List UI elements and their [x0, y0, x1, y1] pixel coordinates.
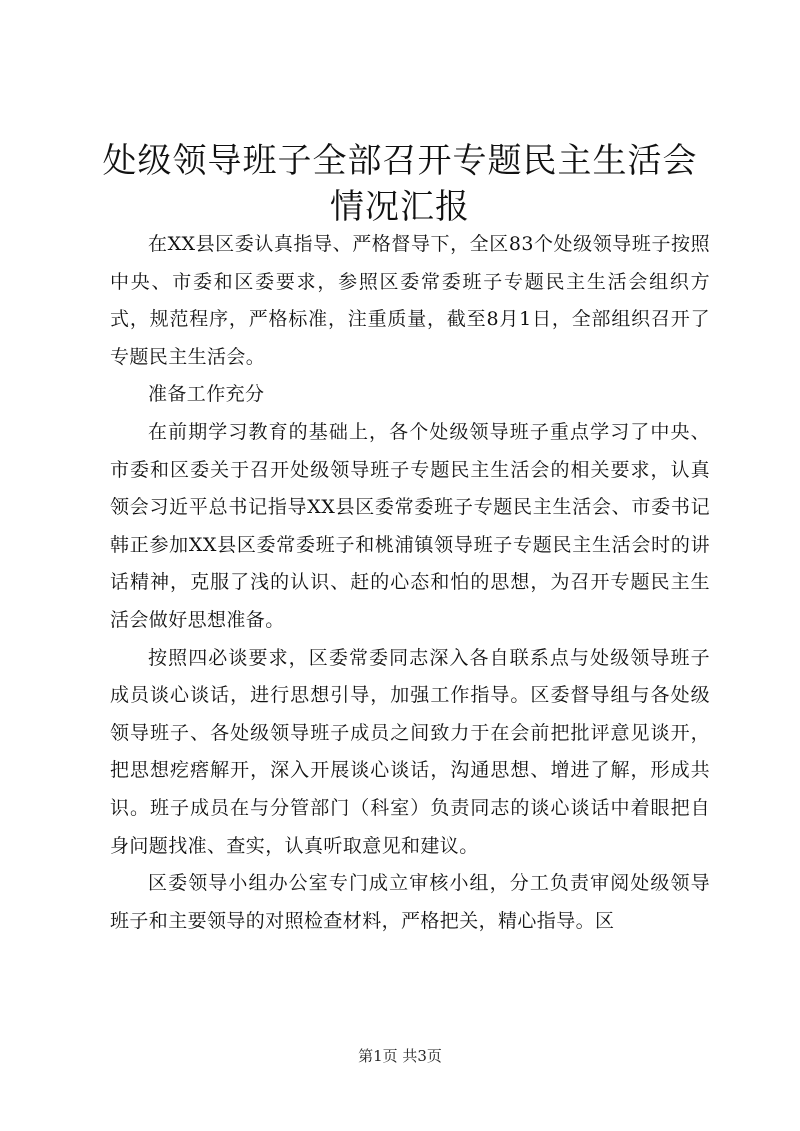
paragraph-intro: 在XX县区委认真指导、严格督导下，全区83个处级领导班子按照中央、市委和区委要求，参照区委常委班子专题民主生活会组织方式，规范程序，严格标准，注重质量，截至8月1日，全部组织召开了专题民主生活会。	[110, 233, 710, 368]
document-title: 处级领导班子全部召开专题民主生活会情况汇报	[102, 141, 698, 227]
paragraph-talks: 按照四必谈要求，区委常委同志深入各自联系点与处级领导班子成员谈心谈话，进行思想引导，加强工作指导。区委督导组与各处级领导班子、各处级领导班子成员之间致力于在会前把批评意见谈开，把思想疙瘩解开，深入开展谈心谈话，沟通思想、增进了解，形成共识。班子成员在与分管部门（科室）负责同志的谈心谈话中着眼把自身问题找准、查实，认真听取意见和建议。	[110, 646, 710, 857]
paragraph-review: 区委领导小组办公室专门成立审核小组，分工负责审阅处级领导班子和主要领导的对照检查材料，严格把关，精心指导。区	[110, 872, 710, 932]
paragraph-study: 在前期学习教育的基础上，各个处级领导班子重点学习了中央、市委和区委关于召开处级领导班子专题民主生活会的相关要求，认真领会习近平总书记指导XX县区委常委班子专题民主生活会、市委书记韩正参加XX县区委常委班子和桃浦镇领导班子专题民主生活会时的讲话精神，克服了浅的认识、赶的心态和怕的思想，为召开专题民主生活会做好思想准备。	[110, 420, 710, 631]
document-body	[110, 226, 710, 940]
page-number-footer: 第1页 共3页	[358, 1047, 442, 1065]
section-heading-preparation: 准备工作充分	[148, 383, 265, 406]
